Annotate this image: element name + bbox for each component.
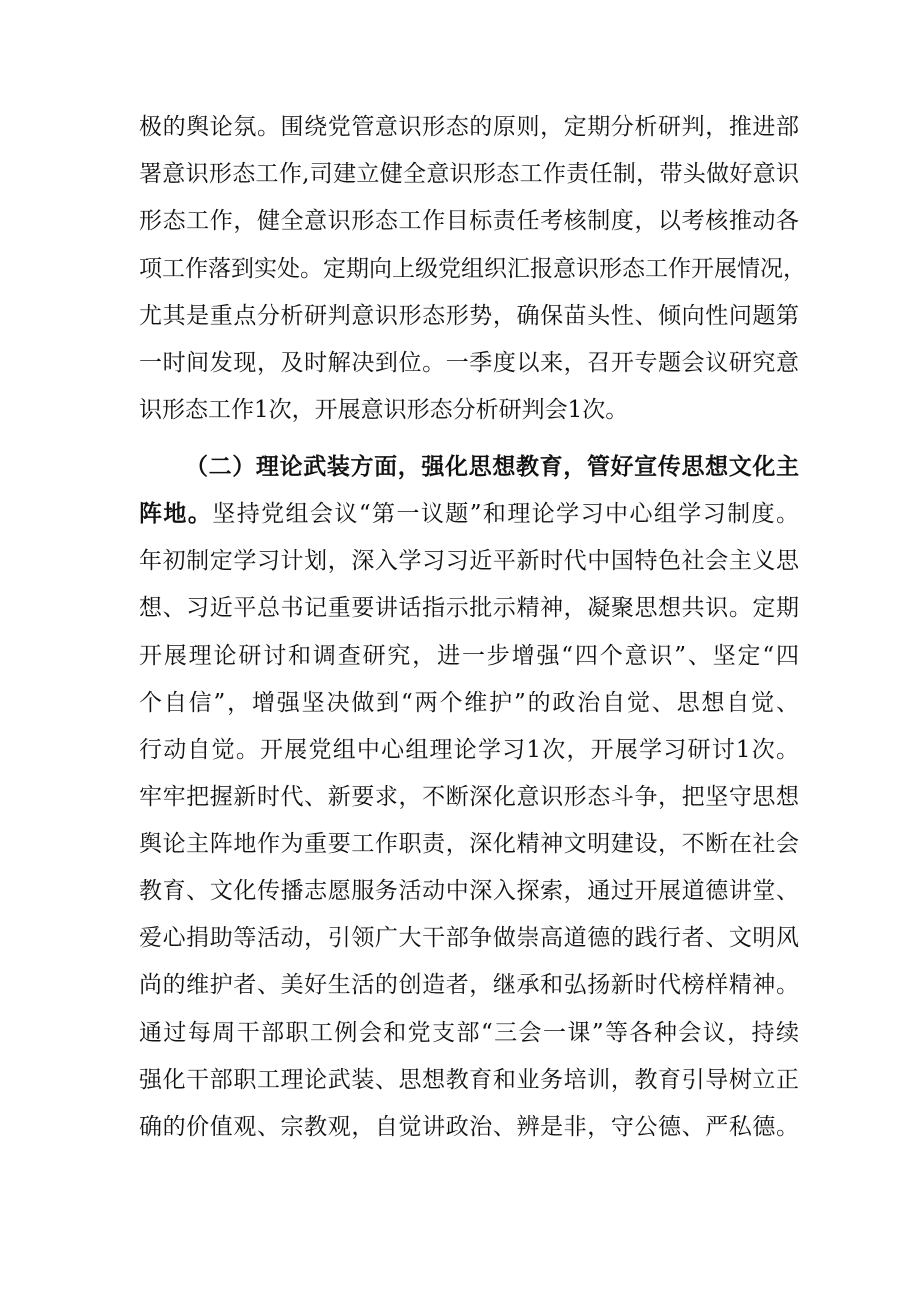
section-text-line-7: 舆论主阵地作为重要工作职责，深化精神文明建设，不断在社会 [139,831,799,857]
section-text-line-4: 个自信”，增强坚决做到“两个维护”的政治自觉、思想自觉、 [139,690,799,716]
section-text-line-2: 想、习近平总书记重要讲话指示批示精神，凝聚思想共识。定期 [139,595,799,621]
text-line-6: 一时间发现，及时解决到位。一季度以来，召开专题会议研究意 [139,350,799,376]
section-text-line-5: 行动自觉。开展党组中心组理论学习1次，开展学习研讨1次。 [139,737,799,763]
section-text-line-3: 开展理论研讨和调查研究，进一步增强“四个意识”、坚定“四 [139,643,799,669]
section-heading-bold-part: 阵地。 [139,500,213,527]
text-line-7: 识形态工作1次，开展意识形态分析研判会1次。 [139,397,629,423]
text-line-1: 极的舆论氛。围绕党管意识形态的原则，定期分析研判，推进部 [139,114,799,140]
section-text-line-8: 教育、文化传播志愿服务活动中深入探索，通过开展道德讲堂、 [139,878,799,904]
section-text-line-10: 尚的维护者、美好生活的创造者，继承和弘扬新时代榜样精神。 [139,972,799,998]
section-text-line-6: 牢牢把握新时代、新要求，不断深化意识形态斗争，把坚守思想 [139,784,799,810]
text-line-2: 署意识形态工作,司建立健全意识形态工作责任制，带头做好意识 [139,161,799,187]
text-line-3: 形态工作，健全意识形态工作目标责任考核制度，以考核推动各 [139,208,799,234]
section-heading-rest: 坚持党组会议“第一议题”和理论学习中心组学习制度。 [212,501,799,527]
section-text-line-1: 年初制定学习计划，深入学习习近平新时代中国特色社会主义思 [139,548,799,574]
section-text-line-13: 确的价值观、宗教观，自觉讲政治、辨是非，守公德、严私德。 [139,1114,799,1140]
section-text-line-11: 通过每周干部职工例会和党支部“三会一课”等各种会议，持续 [139,1020,799,1046]
section-text-line-12: 强化干部职工理论武装、思想教育和业务培训，教育引导树立正 [139,1067,799,1093]
text-line-5: 尤其是重点分析研判意识形态形势，确保苗头性、倾向性问题第 [139,303,799,329]
text-line-4: 项工作落到实处。定期向上级党组织汇报意识形态工作开展情况， [139,256,806,282]
section-heading-line-2 [139,494,799,534]
section-text-line-9: 爱心捐助等活动，引领广大干部争做崇高道德的践行者、文明风 [139,925,799,951]
section-heading-line-1: （二）理论武装方面，强化思想教育，管好宣传思想文化主 [185,453,799,480]
